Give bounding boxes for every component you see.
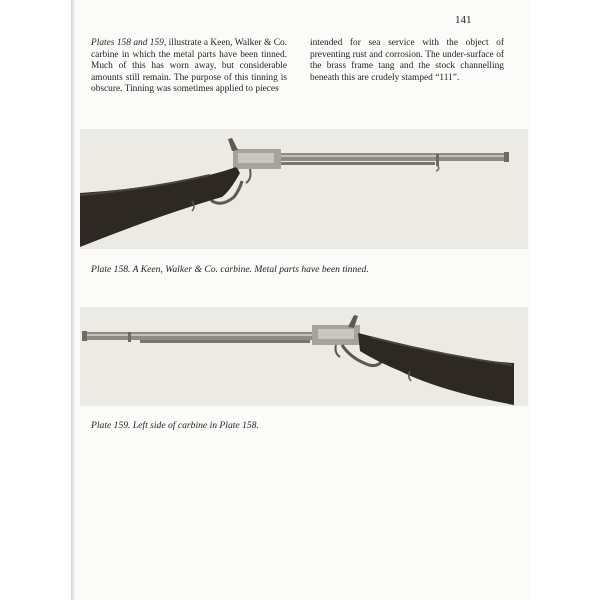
page-spine-shadow [71, 0, 75, 600]
body-text-left-rest: illustrate a Keen, Walker & Co. carbine in which the metal parts have been tinned. Much of this has worn away, but considerable amounts still remain. The purpose of this tinning is obscure. Tinning was sometimes applied to pieces [91, 38, 287, 95]
carbine-right-side-image [80, 129, 528, 249]
carbine-left-side-image [80, 307, 528, 406]
plate-158-caption: Plate 158. A Keen, Walker & Co. carbine. Metal parts have been tinned. [91, 264, 369, 275]
plate-159-caption: Plate 159. Left side of carbine in Plate 158. [91, 420, 259, 431]
plate-159-photo [80, 307, 528, 406]
body-text-right-column: intended for sea service with the object of preventing rust and corrosion. The under-surface of the brass frame tang and the stock channelling beneath this are crudely stamped “111”. [310, 38, 504, 83]
page-number: 141 [455, 14, 472, 26]
plate-reference: Plates 158 and 159, [91, 38, 167, 48]
plate-158-photo [80, 129, 528, 249]
body-text-left-column [91, 38, 287, 96]
